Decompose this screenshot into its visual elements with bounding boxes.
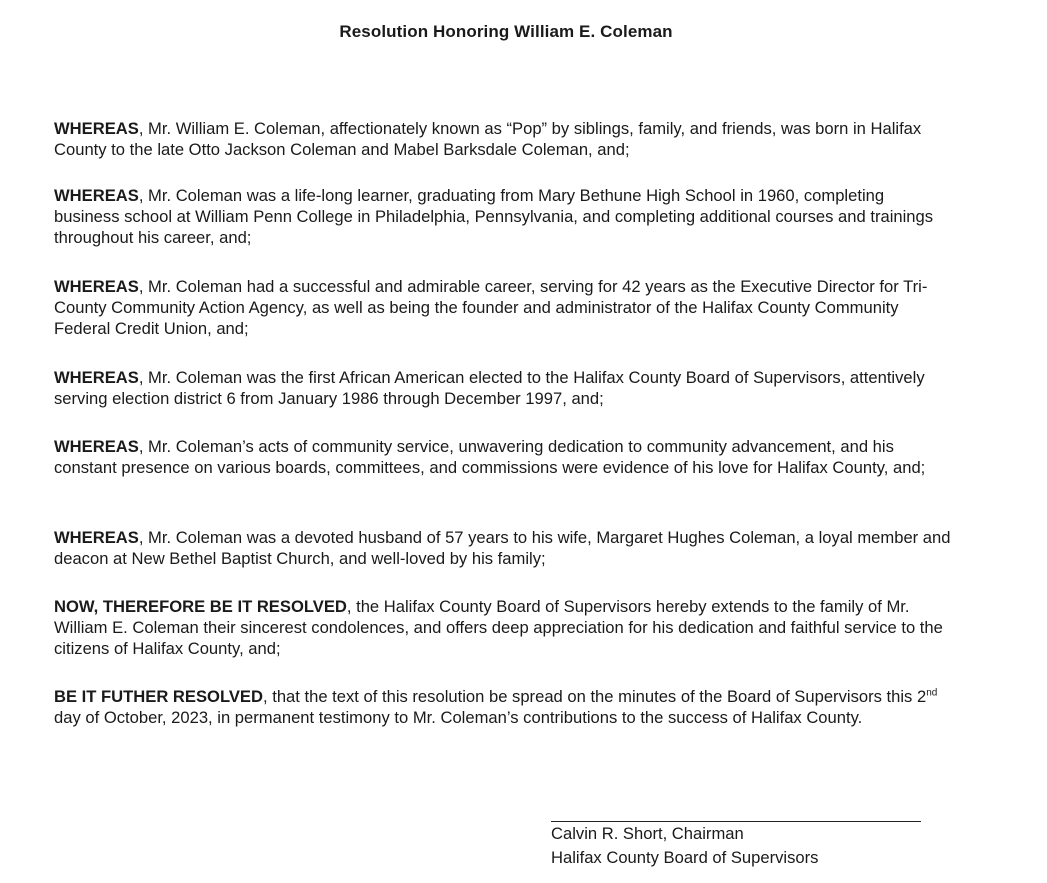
- paragraph-text: , Mr. Coleman’s acts of community service, unwavering dedication to community advancement, and his constant presence on various boards, committees, and commissions were evidence of his love for Halifax County, and;: [54, 437, 926, 477]
- paragraph-text: , Mr. Coleman was a devoted husband of 57 years to his wife, Margaret Hughes Coleman, a loyal member and deacon at New Bethel Baptist Church, and well-loved by his family;: [54, 528, 951, 568]
- ordinal-superscript: nd: [926, 687, 938, 699]
- whereas-paragraph-2: [54, 185, 954, 248]
- paragraph-keyword: WHEREAS: [54, 119, 139, 138]
- paragraph-keyword: BE IT FUTHER RESOLVED: [54, 687, 263, 706]
- paragraph-keyword: WHEREAS: [54, 528, 139, 547]
- paragraph-text: day of October, 2023, in permanent testimony to Mr. Coleman’s contributions to the success of Halifax County.: [54, 708, 863, 727]
- whereas-paragraph-6: [54, 527, 954, 569]
- paragraph-text: , that the text of this resolution be spread on the minutes of the Board of Supervisors this 2: [262, 687, 927, 706]
- whereas-paragraph-4: [54, 367, 954, 409]
- resolved-paragraph: [54, 596, 954, 659]
- whereas-paragraph-3: [54, 276, 954, 339]
- paragraph-text: , Mr. Coleman had a successful and admirable career, serving for 42 years as the Executive Director for Tri-County Community Action Agency, as well as being the founder and administrator of the Halifax County Community Federal Credit Union, and;: [54, 277, 928, 338]
- further-resolved-paragraph: [54, 686, 954, 728]
- document-title: Resolution Honoring William E. Coleman: [339, 22, 673, 41]
- whereas-paragraph-5: [54, 436, 954, 478]
- paragraph-text: , Mr. William E. Coleman, affectionately known as “Pop” by siblings, family, and friends, was born in Halifax County to the late Otto Jackson Coleman and Mabel Barksdale Coleman, and;: [54, 119, 922, 159]
- paragraph-text: , Mr. Coleman was the first African American elected to the Halifax County Board of Supervisors, attentively serving election district 6 from January 1986 through December 1997, and;: [54, 368, 925, 408]
- paragraph-keyword: WHEREAS: [54, 277, 139, 296]
- paragraph-keyword: WHEREAS: [54, 186, 139, 205]
- signatory-organization: Halifax County Board of Supervisors: [551, 848, 819, 867]
- whereas-paragraph-1: [54, 118, 954, 160]
- paragraph-keyword: NOW, THEREFORE BE IT RESOLVED: [54, 597, 347, 616]
- paragraph-text: , Mr. Coleman was a life-long learner, graduating from Mary Bethune High School in 1960, completing business school at William Penn College in Philadelphia, Pennsylvania, and completing additional courses and trainings throughout his career, and;: [54, 186, 934, 247]
- paragraph-keyword: WHEREAS: [54, 368, 139, 387]
- paragraph-text: , the Halifax County Board of Supervisors hereby extends to the family of Mr. William E. Coleman their sincerest condolences, and offers deep appreciation for his dedication and faithful service to the citizens of Halifax County, and;: [54, 597, 943, 658]
- signatory-name: Calvin R. Short, Chairman: [551, 824, 744, 843]
- paragraph-keyword: WHEREAS: [54, 437, 139, 456]
- signature-line: [551, 821, 921, 822]
